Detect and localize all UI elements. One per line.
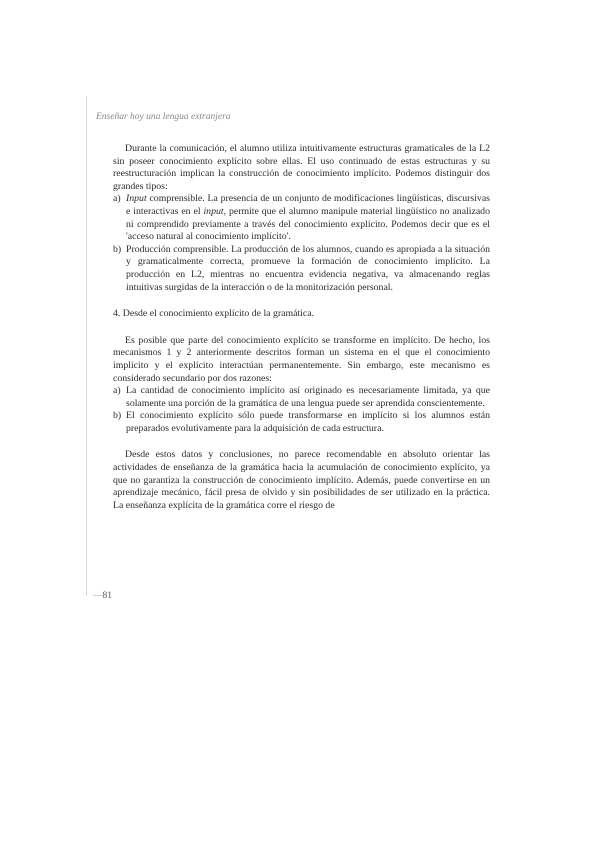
italic-term: Input bbox=[126, 193, 147, 205]
list-item bbox=[113, 193, 490, 243]
list-item-text: Producción comprensible. La producción de los alumnos, cuando es apropiada a la situación y gramaticalmente correcta, promueve la formación de conocimiento implícito. La producción en L2, mientras no encuentra evidencia negativa, va almacenando reglas intuitivas surgidas de la interacción o de la monitorización personal. bbox=[126, 243, 490, 293]
list-item-text: Input comprensible. La presencia de un conjunto de modificaciones lingüísticas, discursivas e interactivas en el input, permite que el alumno manipule material lingüístico no analizado ni comprendido previamente a través del conocimiento explícito. Podemos decir que es el 'acceso natural al conocimiento implícito'. bbox=[126, 193, 490, 243]
paragraph-1: Durante la comunicación, el alumno utiliza intuitivamente estructuras gramaticales de la L2 sin poseer conocimiento explícito sobre ellas. El uso continuado de estas estructuras y su reestructuración implican la construcción de conocimiento implícito. Podemos distinguir dos grandes tipos: bbox=[113, 143, 490, 192]
list-label: a) bbox=[113, 385, 121, 397]
list-item-text: La cantidad de conocimiento implícito así originado es necesariamente limitada, ya que solamente una porción de la gramática de una lengua puede ser aprendida conscientemente. bbox=[126, 385, 490, 409]
list-label: b) bbox=[113, 410, 122, 422]
page-dash: — bbox=[93, 591, 103, 601]
list-1 bbox=[113, 193, 490, 294]
list-label: a) bbox=[113, 193, 121, 205]
list-item-text: El conocimiento explícito sólo puede transformarse en implícito si los alumnos están preparados evolutivamente para la adquisición de cada estructura. bbox=[126, 410, 490, 434]
list-2 bbox=[113, 385, 490, 435]
margin-rule bbox=[86, 96, 87, 596]
list-item bbox=[113, 244, 490, 294]
section-heading: 4. Desde el conocimiento explícito de la gramática. bbox=[113, 308, 315, 320]
paragraph-3: Desde estos datos y conclusiones, no parece recomendable en absoluto orientar las actividades de enseñanza de la gramática hacia la acumulación de conocimiento explícito, ya que no garantiza la construcción de conocimiento implícito. Además, puede convertirse en un aprendizaje mecánico, fácil presa de olvido y sin posibilidades de ser utilizado en la práctica. La enseñanza explícita de la gramática corre el riesgo de bbox=[113, 449, 490, 511]
list-item bbox=[113, 410, 490, 435]
list-label: b) bbox=[113, 243, 122, 255]
running-header: Enseñar hoy una lengua extranjera bbox=[96, 112, 231, 122]
page-body bbox=[113, 143, 490, 512]
italic-term: input bbox=[203, 205, 224, 217]
page-number-value: 81 bbox=[102, 591, 112, 601]
list-item bbox=[113, 385, 490, 410]
paragraph-2: Es posible que parte del conocimiento explícito se transforme en implícito. De hecho, los mecanismos 1 y 2 anteriormente descritos forman un sistema en el que el conocimiento implícito y el explícito interactúan permanentemente. Sin embargo, este mecanismo es considerado secundario por dos razones: bbox=[113, 334, 490, 384]
page-number bbox=[93, 591, 112, 601]
